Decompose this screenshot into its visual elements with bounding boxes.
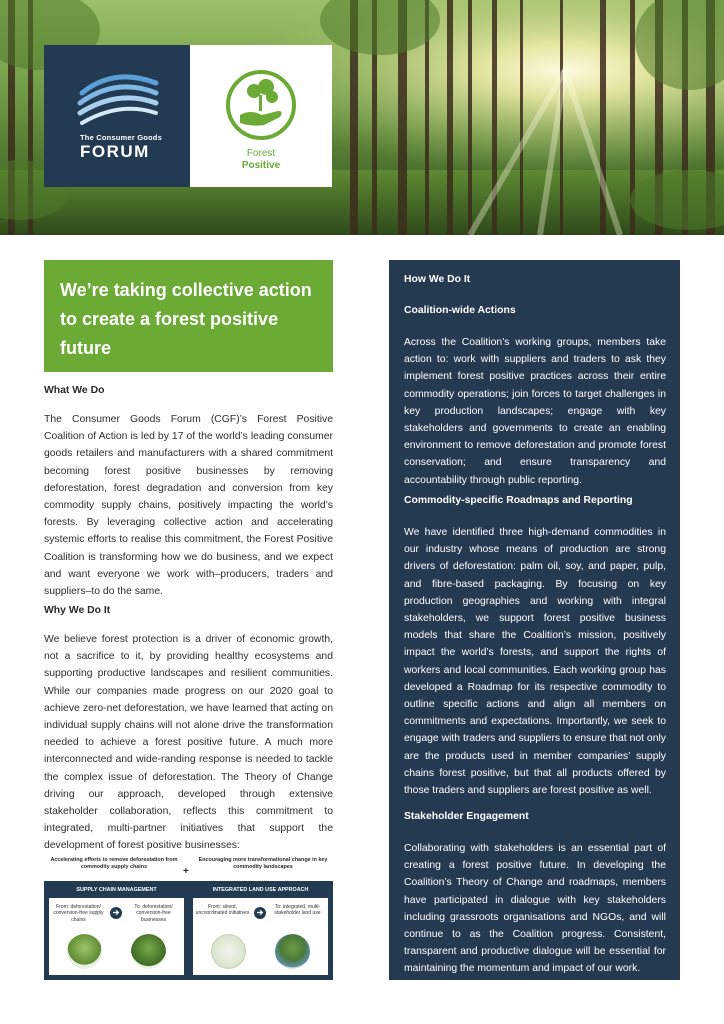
cgf-logo-subtitle: The Consumer Goods — [80, 133, 162, 142]
diagram-caption-left: Accelerating efforts to remove deforestation from commodity supply chains — [50, 857, 178, 870]
supply-chain-box — [44, 881, 189, 980]
land-use-to: To: integrated, multi-stakeholder land use — [274, 904, 321, 917]
land-use-to-illustration — [275, 934, 310, 969]
land-use-title: INTEGRATED LAND USE APPROACH — [212, 887, 309, 893]
supply-chain-to-illustration — [131, 934, 166, 969]
what-we-do-body: The Consumer Goods Forum (CGF)’s Forest Positive Coalition of Action is led by 17 of the world’s leading consumer goods retailers and manufacturers with a shared commitment becoming forest positive businesses by removing deforestation, forest degradation and conversion from key commodity supply chains, positively impacting the world’s forests. By leveraging collective action and accelerating systemic efforts to realise this commitment, the Forest Positive Coalition is transforming how we do business, and we expect and want everyone we work with–producers, traders and suppliers–to do the same. — [44, 414, 333, 598]
supply-chain-from: From: deforestation/ conversion-free supply chains — [53, 904, 104, 923]
land-use-from: From: siloed, uncoordinated initiatives — [195, 904, 250, 917]
coalition-actions-heading: Coalition-wide Actions — [404, 305, 516, 316]
arrow-right-icon: ➔ — [254, 907, 266, 919]
coalition-actions-body: Across the Coalition’s working groups, members take action to: work with suppliers and traders to ask they implement forest positive practices across their entire commodity operations; join forces to target challenges in key production landscapes; engage with key stakeholders and governments to create an enabling environment to remove deforestation and promote forest conservation; and ensure transparency and accountability through public reporting. — [404, 337, 666, 486]
forest-positive-logo-line2: Positive — [241, 160, 281, 171]
stakeholder-body: Collaborating with stakeholders is an essential part of creating a forest positive future. In developing the Coalition’s Theory of Change and roadmaps, members have participated in dialogue with key stakeholders including grassroots organisations and NGOs, and will continue to as the Coalition progress. Consistent, transparent and productive dialogue will be essential for maintaining the momentum and impact of our work. — [404, 843, 666, 975]
land-use-box — [188, 881, 333, 980]
cgf-logo-block — [44, 45, 190, 187]
why-we-do-it-body: We believe forest protection is a driver of economic growth, not a sacrifice to it, by providing healthy ecosystems and supporting productive landscapes and resilient communities. While our companies made progress on our 2020 goal to achieve zero-net deforestation, we have learned that acting on individual supply chains will not alone drive the transformation needed to achieve a forest positive future. A much more interconnected and wide-randing response is needed to tackle the complex issue of deforestation. The Theory of Change driving our approach, developed through extensive stakeholder collaboration, reflects this commitment to integrated, multi-partner initiatives that support the development of forest positive businesses: — [44, 634, 333, 852]
cgf-swoosh-icon — [44, 45, 190, 187]
page-headline: We’re taking collective action to create a forest positive future — [60, 280, 312, 358]
roadmaps-body: We have identified three high-demand commodities in our industry whose means of production are strong drivers of deforestation: palm oil, soy, and paper, pulp, and fibre-based packaging. By focusing on key production geographies and working with integral stakeholders, we support forest positive business models that share the Coalition’s mission, positively impact the world’s forests, and support the rights of workers and local communities. Each working group has developed a Roadmap for its respective commodity to outline specific actions and align all members on commitments and expectations. Importantly, we seek to engage with traders and suppliers to ensure that not only are the products used in member companies’ supply chains forest positive, but that all products offered by those traders and suppliers are forest positive as well. — [404, 527, 666, 797]
diagram-caption-right: Encouraging more transformational change in key commodity landscapes — [198, 857, 328, 870]
why-we-do-it-heading: Why We Do It — [44, 605, 111, 616]
what-we-do-heading: What We Do — [44, 385, 105, 396]
diagram-plus-sign: + — [183, 866, 189, 877]
supply-chain-from-illustration — [67, 934, 102, 969]
arrow-right-icon: ➔ — [110, 907, 122, 919]
supply-chain-to: To: deforestation/ conversion-free businesses — [134, 904, 173, 923]
cgf-logo-wordmark: FORUM — [80, 142, 150, 161]
forest-positive-logo-line1: Forest — [246, 148, 276, 159]
stakeholder-heading: Stakeholder Engagement — [404, 811, 529, 822]
supply-chain-panel — [49, 898, 184, 975]
how-we-do-it-heading: How We Do It — [404, 274, 471, 285]
supply-chain-title: SUPPLY CHAIN MANAGEMENT — [76, 887, 157, 893]
land-use-panel — [193, 898, 328, 975]
headline-box — [44, 260, 333, 372]
roadmaps-heading: Commodity-specific Roadmaps and Reporting — [404, 495, 633, 506]
land-use-from-illustration — [211, 934, 246, 969]
